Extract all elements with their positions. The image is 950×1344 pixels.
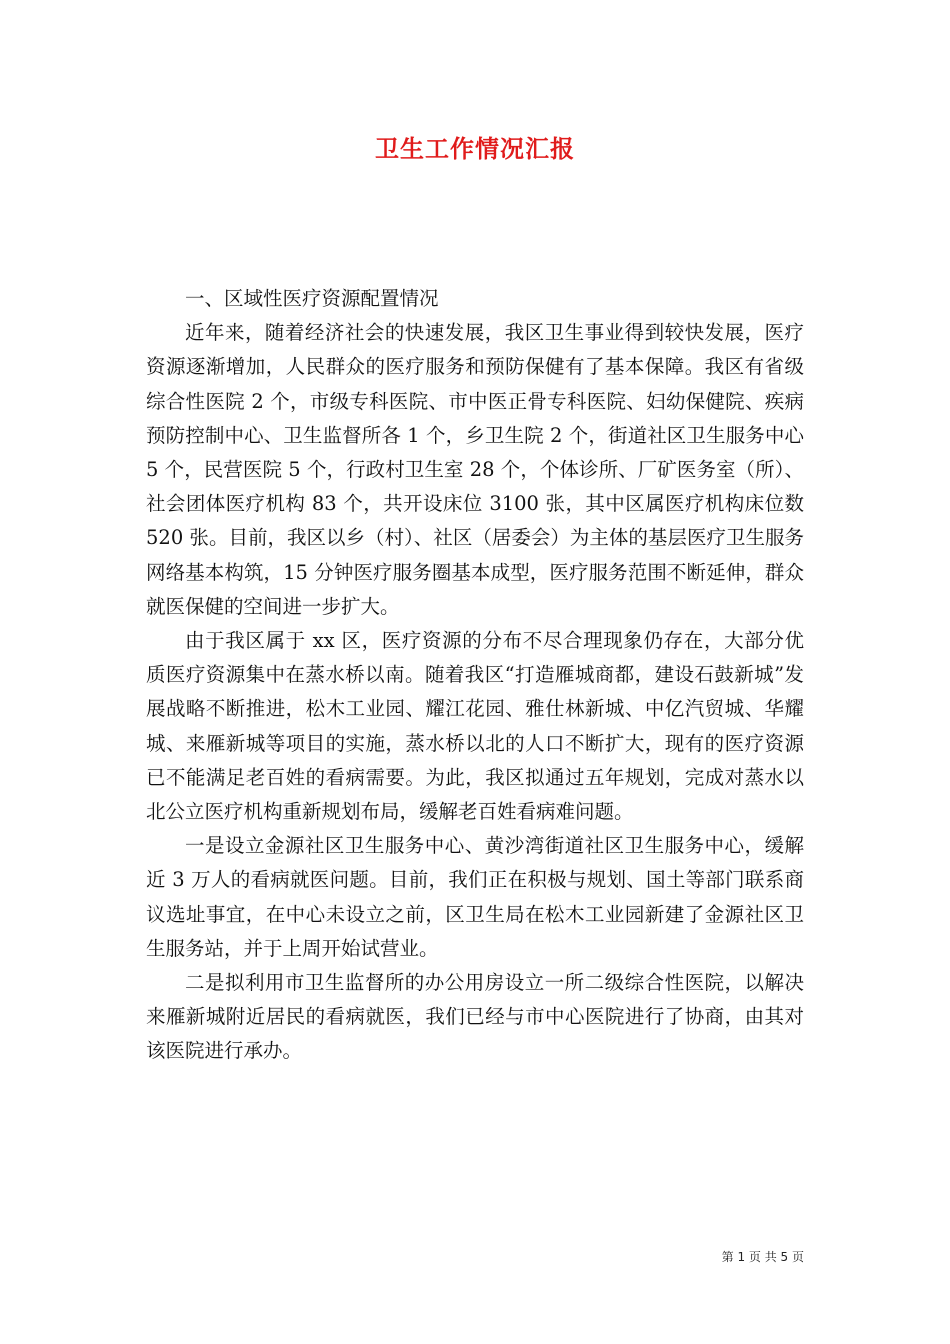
paragraph: 一是设立金源社区卫生服务中心、黄沙湾街道社区卫生服务中心，缓解近 3 万人的看病就医问题。目前，我们正在积极与规划、国土等部门联系商议选址事宜，在中心未设立之前，区卫生局在松木工业园新建了金源社区卫生服务站，并于上周开始试营业。 [146, 834, 804, 960]
section-heading: 一、区域性医疗资源配置情况 [185, 287, 439, 310]
document-body [146, 282, 804, 1069]
paragraph: 由于我区属于 xx 区，医疗资源的分布不尽合理现象仍存在，大部分优质医疗资源集中在蒸水桥以南。随着我区“打造雁城商都，建设石鼓新城”发展战略不断推进，松木工业园、耀江花园、雅仕林新城、中亿汽贸城、华耀城、来雁新城等项目的实施，蒸水桥以北的人口不断扩大，现有的医疗资源已不能满足老百姓的看病需要。为此，我区拟通过五年规划，完成对蒸水以北公立医疗机构重新规划布局，缓解老百姓看病难问题。 [146, 629, 804, 824]
document-title: 卫生工作情况汇报 [375, 134, 575, 163]
paragraph: 二是拟利用市卫生监督所的办公用房设立一所二级综合性医院，以解决来雁新城附近居民的看病就医，我们已经与市中心医院进行了协商，由其对该医院进行承办。 [146, 971, 804, 1063]
page-number-footer: 第 1 页 共 5 页 [721, 1250, 804, 1264]
paragraph: 近年来，随着经济社会的快速发展，我区卫生事业得到较快发展，医疗资源逐渐增加，人民群众的医疗服务和预防保健有了基本保障。我区有省级综合性医院 2 个，市级专科医院、市中医正骨专科医院、妇幼保健院、疾病预防控制中心、卫生监督所各 1 个，乡卫生院 2 个，街道社区卫生服务中心 5 个，民营医院 5 个，行政村卫生室 28 个，个体诊所、厂矿医务室（所）、社会团体医疗机构 83 个，共开设床位 3100 张，其中区属医疗机构床位数 520 张。目前，我区以乡（村）、社区（居委会）为主体的基层医疗卫生服务网络基本构筑，15 分钟医疗服务圈基本成型，医疗服务范围不断延伸，群众就医保健的空间进一步扩大。 [146, 321, 804, 618]
